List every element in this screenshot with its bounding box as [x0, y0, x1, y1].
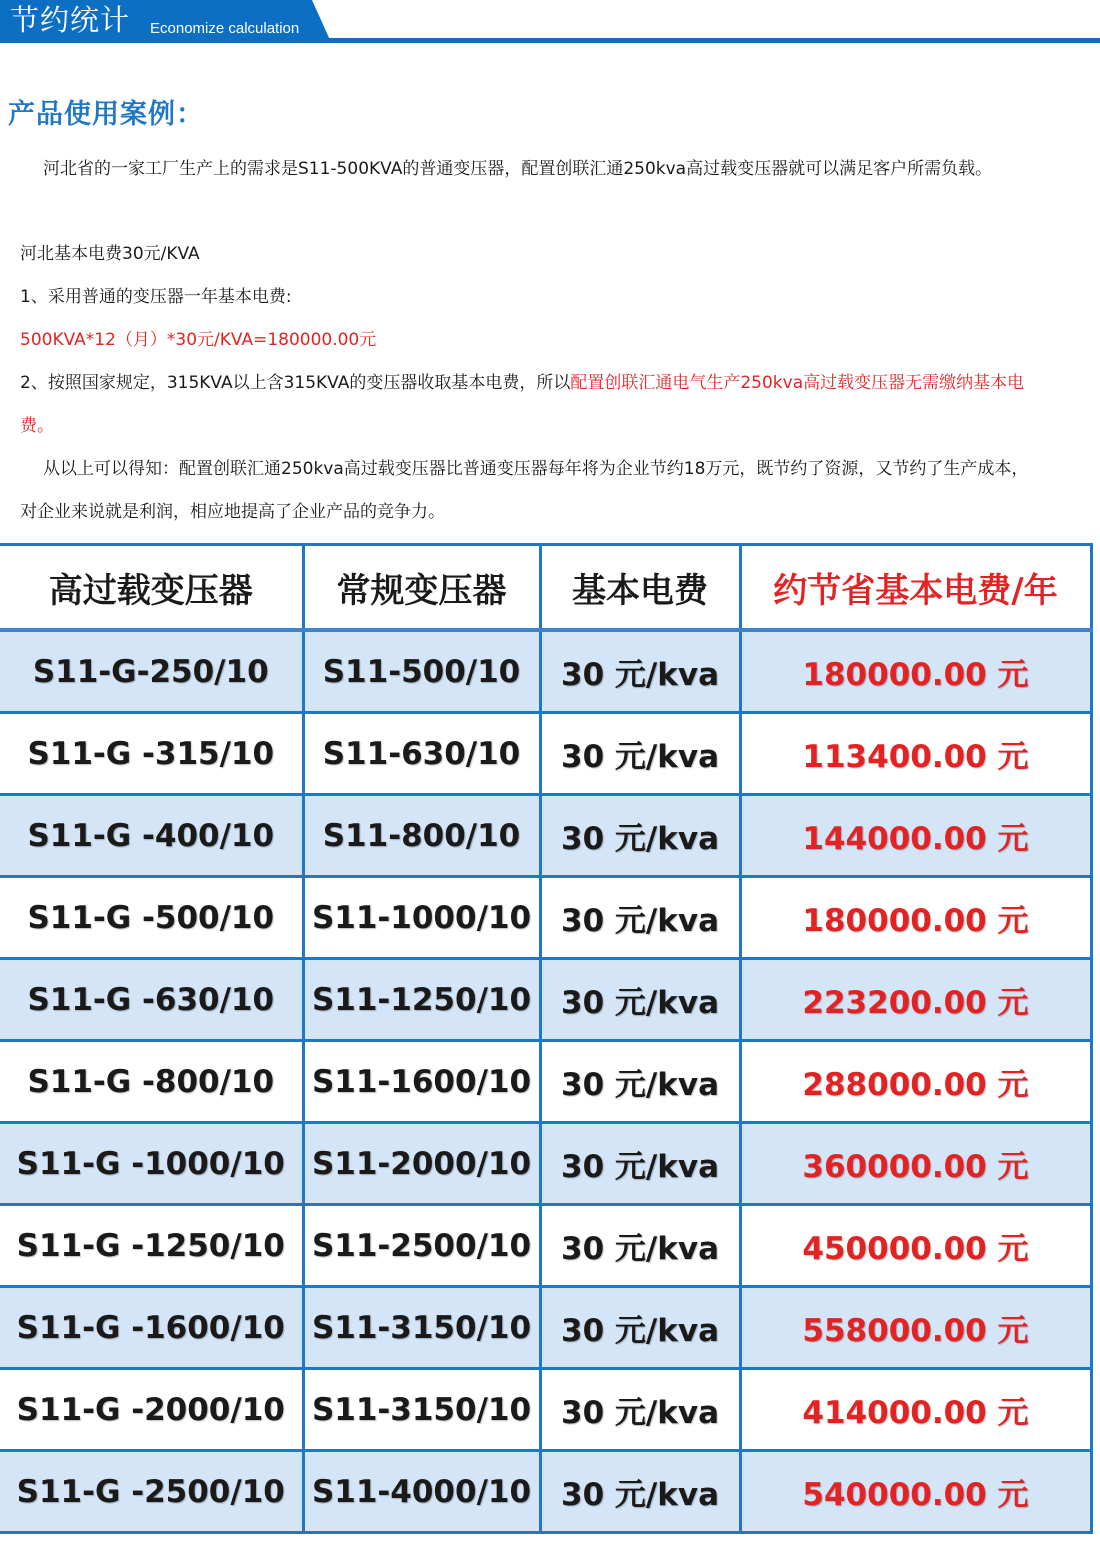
- table-row: [0, 795, 1091, 877]
- cell-annual-saving: 558000.00 元: [740, 1287, 1091, 1369]
- cell-basic-fee: 30 元/kva: [540, 630, 740, 713]
- conclusion-paragraph: 从以上可以得知：配置创联汇通250kva高过载变压器比普通变压器每年将为企业节约18万元，既节约了资源，又节约了生产成本，对企业来说就是利润，相应地提高了企业产品的竞争力。: [20, 459, 1029, 522]
- case-heading: 产品使用案例：: [8, 99, 204, 130]
- case-paragraph: 河北省的一家工厂生产上的需求是S11-500KVA的普通变压器，配置创联汇通250kva高过载变压器就可以满足客户所需负载。: [43, 159, 993, 179]
- cell-regular-model: S11-2500/10: [303, 1205, 540, 1287]
- table-row: [0, 1369, 1091, 1451]
- cell-annual-saving: 144000.00 元: [740, 795, 1091, 877]
- savings-table-container: [0, 543, 1091, 1534]
- cell-annual-saving: 223200.00 元: [740, 959, 1091, 1041]
- cell-overload-model: S11-G -1250/10: [0, 1205, 303, 1287]
- cell-overload-model: S11-G -1600/10: [0, 1287, 303, 1369]
- table-row: [0, 630, 1091, 713]
- cell-basic-fee: 30 元/kva: [540, 1041, 740, 1123]
- cell-basic-fee: 30 元/kva: [540, 713, 740, 795]
- header-basic-fee: 基本电费: [540, 545, 740, 631]
- fee-formula-line: 500KVA*12（月）*30元/KVA=180000.00元: [20, 330, 377, 350]
- table-header-row: [0, 545, 1091, 631]
- cell-overload-model: S11-G -500/10: [0, 877, 303, 959]
- cell-regular-model: S11-2000/10: [303, 1123, 540, 1205]
- table-row: [0, 1287, 1091, 1369]
- header-overload-transformer: 高过载变压器: [0, 545, 303, 631]
- table-row: [0, 1451, 1091, 1533]
- cell-regular-model: S11-1250/10: [303, 959, 540, 1041]
- savings-comparison-table: [0, 543, 1093, 1534]
- cell-annual-saving: 414000.00 元: [740, 1369, 1091, 1451]
- cell-regular-model: S11-4000/10: [303, 1451, 540, 1533]
- cell-basic-fee: 30 元/kva: [540, 795, 740, 877]
- cell-basic-fee: 30 元/kva: [540, 1205, 740, 1287]
- table-row: [0, 1205, 1091, 1287]
- cell-regular-model: S11-500/10: [303, 630, 540, 713]
- cell-basic-fee: 30 元/kva: [540, 1287, 740, 1369]
- cell-regular-model: S11-630/10: [303, 713, 540, 795]
- cell-regular-model: S11-3150/10: [303, 1287, 540, 1369]
- cell-basic-fee: 30 元/kva: [540, 959, 740, 1041]
- section-banner: [0, 0, 1100, 46]
- cell-annual-saving: 360000.00 元: [740, 1123, 1091, 1205]
- step-two-text: 2、按照国家规定，315KVA以上含315KVA的变压器收取基本电费，所以: [20, 373, 571, 393]
- cell-annual-saving: 540000.00 元: [740, 1451, 1091, 1533]
- cell-annual-saving: 450000.00 元: [740, 1205, 1091, 1287]
- step-two-paragraph: [20, 362, 1035, 448]
- cell-basic-fee: 30 元/kva: [540, 1451, 740, 1533]
- table-row: [0, 1123, 1091, 1205]
- cell-regular-model: S11-1000/10: [303, 877, 540, 959]
- banner-subtitle: Economize calculation: [150, 20, 300, 37]
- cell-overload-model: S11-G -2000/10: [0, 1369, 303, 1451]
- cell-overload-model: S11-G -800/10: [0, 1041, 303, 1123]
- step-two-highlight: 配置创联汇通电气生产250kva高过载变压器无需缴纳基本电费。: [20, 373, 1025, 436]
- cell-regular-model: S11-800/10: [303, 795, 540, 877]
- table-row: [0, 1041, 1091, 1123]
- step-one-line: 1、采用普通的变压器一年基本电费:: [20, 287, 292, 307]
- cell-basic-fee: 30 元/kva: [540, 877, 740, 959]
- banner-title: 节约统计: [10, 3, 131, 37]
- cell-overload-model: S11-G-250/10: [0, 630, 303, 713]
- header-annual-saving: 约节省基本电费/年: [740, 545, 1091, 631]
- fee-rate-line: 河北基本电费30元/KVA: [20, 244, 200, 264]
- table-row: [0, 877, 1091, 959]
- cell-regular-model: S11-1600/10: [303, 1041, 540, 1123]
- cell-regular-model: S11-3150/10: [303, 1369, 540, 1451]
- cell-annual-saving: 180000.00 元: [740, 877, 1091, 959]
- table-row: [0, 959, 1091, 1041]
- cell-overload-model: S11-G -400/10: [0, 795, 303, 877]
- cell-overload-model: S11-G -1000/10: [0, 1123, 303, 1205]
- cell-basic-fee: 30 元/kva: [540, 1369, 740, 1451]
- cell-annual-saving: 180000.00 元: [740, 630, 1091, 713]
- table-body: [0, 630, 1091, 1533]
- table-row: [0, 713, 1091, 795]
- cell-basic-fee: 30 元/kva: [540, 1123, 740, 1205]
- cell-overload-model: S11-G -2500/10: [0, 1451, 303, 1533]
- cell-overload-model: S11-G -630/10: [0, 959, 303, 1041]
- cell-annual-saving: 288000.00 元: [740, 1041, 1091, 1123]
- cell-annual-saving: 113400.00 元: [740, 713, 1091, 795]
- header-regular-transformer: 常规变压器: [303, 545, 540, 631]
- cell-overload-model: S11-G -315/10: [0, 713, 303, 795]
